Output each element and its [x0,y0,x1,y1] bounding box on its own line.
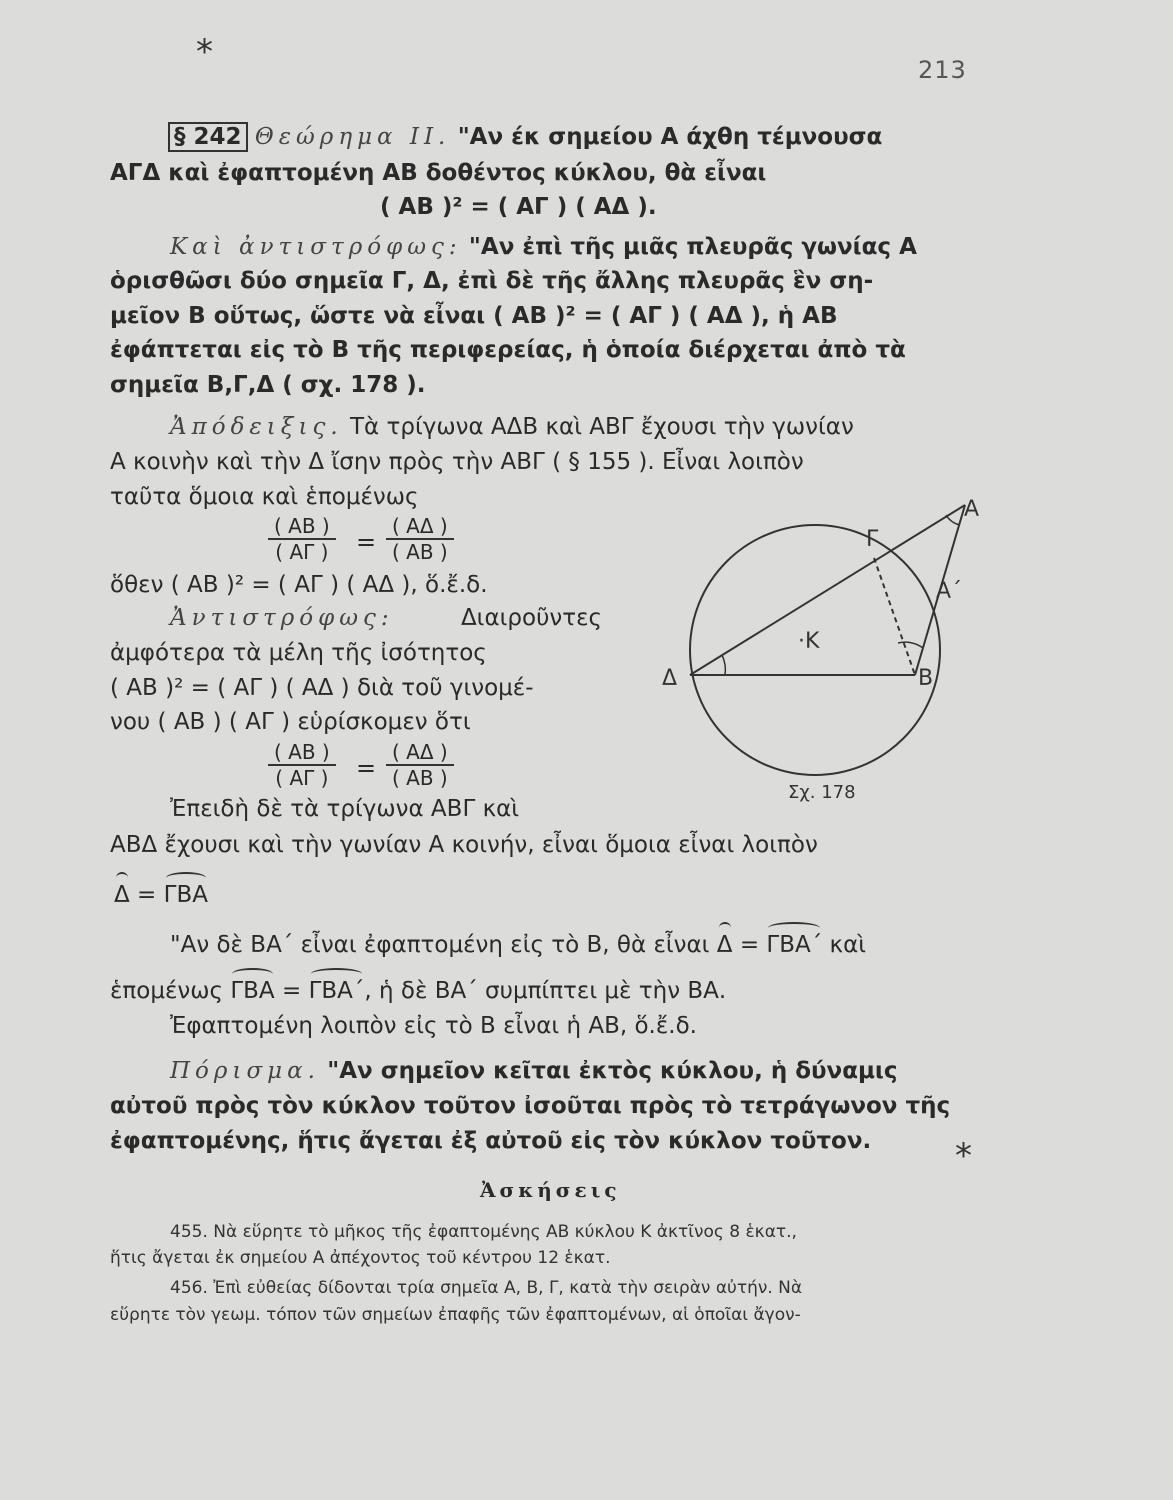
converse-proof-text-1: Διαιροῦντες [460,605,603,631]
fraction-numerator: ( ΑΒ ) [268,514,336,540]
dashed-chord-gb [874,558,915,675]
fraction-denominator: ( ΑΒ ) [392,766,448,790]
equals-sign-5: = [274,978,309,1004]
angle-arc-d [722,655,725,675]
theorem-line-2: ΑΓΔ καὶ ἐφαπτομένη ΑΒ δοθέντος κύκλου, θὰ εἶναι [110,160,767,186]
corollary-label: Πόρισμα. [170,1058,320,1084]
label-K: ·Κ [798,629,820,654]
converse-proof-line-2: ἀμφότερα τὰ μέλη τῆς ἰσότητος [110,640,487,666]
converse-proof-line-6: ΑΒΔ ἔχουσι καὶ τὴν γωνίαν Α κοινήν, εἶναι ὅμοια εἶναι λοιπὸν [110,832,818,858]
fraction-1-left [268,514,336,564]
fraction-1-right [386,514,454,564]
theorem-formula: ( ΑΒ )² = ( ΑΓ ) ( ΑΔ ). [380,194,657,220]
converse-proof-line-4: νου ( ΑΒ ) ( ΑΓ ) εὑρίσκομεν ὅτι [110,709,471,735]
converse-proof-line-3: ( ΑΒ )² = ( ΑΓ ) ( ΑΔ ) διὰ τοῦ γινομέ- [110,675,534,701]
proof-label: Ἀπόδειξις. [170,414,343,440]
page-number: 213 [918,56,967,84]
fraction-2-right [386,740,454,790]
fraction-numerator: ( ΑΔ ) [386,740,454,766]
converse-proof-line-8 [170,932,866,958]
exercise-456-line-1: 456. Ἐπὶ εὐθείας δίδονται τρία σημεῖα Α, Β, Γ, κατὰ τὴν σειρὰν αὐτήν. Νὰ [170,1278,803,1298]
proof-line-1 [170,414,854,440]
converse-proof-line-9 [110,978,726,1004]
fraction-2-left [268,740,336,790]
proof-line-3: ταῦτα ὅμοια καὶ ἑπομένως [110,484,419,510]
converse-line-1 [170,234,917,260]
fraction-denominator: ( ΑΓ ) [275,766,329,790]
proof-line-2: Α κοινὴν καὶ τὴν Δ ἴσην πρὸς τὴν ΑΒΓ ( § 155 ). Εἶναι λοιπὸν [110,449,804,475]
exercise-455-line-1: 455. Νὰ εὕρητε τὸ μῆκος τῆς ἐφαπτομένης ΑΒ κύκλου Κ ἀκτῖνος 8 ἑκατ., [170,1222,797,1242]
figure-caption: Σχ. 178 [788,782,856,803]
equals-sign: = [356,528,377,556]
converse-label: Καὶ ἀντιστρόφως: [170,234,462,260]
angle-delta: Δ [114,882,130,908]
line8-tail: καὶ [822,932,867,958]
converse-line-3: μεῖον Β οὕτως, ὥστε νὰ εἶναι ( ΑΒ )² = ( ΑΓ ) ( ΑΔ ), ἡ ΑΒ [110,303,838,329]
figure-178 [650,480,1010,820]
section-number: § 242 [168,122,248,152]
handwritten-asterisk-top: * [196,32,213,72]
theorem-line-1: "Αν έκ σημείου Α άχθη τέμνουσα [457,124,883,150]
converse-proof-line-1 [170,605,602,631]
proof-line-4: ὅθεν ( ΑΒ )² = ( ΑΓ ) ( ΑΔ ), ὅ.ἔ.δ. [110,572,488,598]
exercise-456-line-2: εὕρητε τὸν γεωμ. τόπον τῶν σημείων ἐπαφῆς τῶν ἐφαπτομένων, αἱ ὁποῖαι ἄγον- [110,1305,801,1325]
exercises-heading: Ἀσκήσεις [480,1178,621,1202]
converse-line-2: ὁρισθῶσι δύο σημεῖα Γ, Δ, ἐπὶ δὲ τῆς ἄλλης πλευρᾶς ἓν ση- [110,268,874,294]
handwritten-asterisk-bottom: * [955,1136,972,1176]
label-B: Β [918,666,934,691]
proof-text-1: Τὰ τρίγωνα ΑΔΒ καὶ ΑΒΓ ἔχουσι τὴν γωνίαν [349,414,854,440]
corollary-line-3: ἐφαπτομένης, ἥτις ἄγεται ἐξ αὐτοῦ εἰς τὸν κύκλον τοῦτον. [110,1128,872,1154]
line9-tail: , ἡ δὲ ΒΑ΄ συμπίπτει μὲ τὴν ΒΑ. [364,978,727,1004]
angle-gba-prime-2: ΓΒΑ΄ [308,978,365,1004]
exercise-455-line-2: ἥτις ἄγεται ἐκ σημείου Α ἀπέχοντος τοῦ κέντρου 12 ἑκατ. [110,1248,611,1268]
label-A: Α [964,497,980,522]
fraction-denominator: ( ΑΓ ) [275,540,329,564]
fraction-denominator: ( ΑΒ ) [392,540,448,564]
theorem-heading [168,124,882,150]
theorem-title: Θεώρημα II. [254,124,451,150]
angle-arc-b [898,642,923,648]
converse-proof-line-5: Ἐπειδὴ δὲ τὰ τρίγωνα ΑΒΓ καὶ [170,796,520,822]
fraction-numerator: ( ΑΔ ) [386,514,454,540]
converse-proof-line-7 [114,882,208,908]
converse-line-5: σημεῖα Β,Γ,Δ ( σχ. 178 ). [110,372,426,398]
equals-sign-3: = [129,882,164,908]
label-G: Γ [866,527,879,552]
angle-gba: ΓΒΑ [163,882,208,908]
converse-text-1: "Αν ἐπὶ τῆς μιᾶς πλευρᾶς γωνίας Α [468,234,917,260]
label-A-prime: Α΄ [936,579,963,604]
angle-delta-2: Δ [716,932,733,958]
fraction-numerator: ( ΑΒ ) [268,740,336,766]
converse-proof-label: Ἀντιστρόφως: [170,605,394,631]
corollary-text-1: "Αν σημεῖον κεῖται ἐκτὸς κύκλου, ἡ δύναμις [327,1058,898,1084]
corollary-line-2: αὐτοῦ πρὸς τὸν κύκλον τοῦτον ἰσοῦται πρὸς τὸ τετράγωνον τῆς [110,1093,951,1119]
equals-sign-4: = [732,932,767,958]
label-D: Δ [662,666,678,691]
line9-text: ἑπομένως [110,978,231,1004]
line8-text: "Αν δὲ ΒΑ΄ εἶναι ἐφαπτομένη εἰς τὸ Β, θὰ εἶναι [170,932,717,958]
converse-line-4: ἐφάπτεται εἰς τὸ Β τῆς περιφερείας, ἡ ὁποία διέρχεται ἀπὸ τὰ [110,337,906,363]
corollary-line-1 [170,1058,898,1084]
equals-sign-2: = [356,754,377,782]
converse-proof-line-10: Ἐφαπτομένη λοιπὸν εἰς τὸ Β εἶναι ἡ ΑΒ, ὅ.ἔ.δ. [170,1013,697,1039]
angle-gba-prime: ΓΒΑ΄ [766,932,823,958]
angle-gba-2: ΓΒΑ [230,978,275,1004]
